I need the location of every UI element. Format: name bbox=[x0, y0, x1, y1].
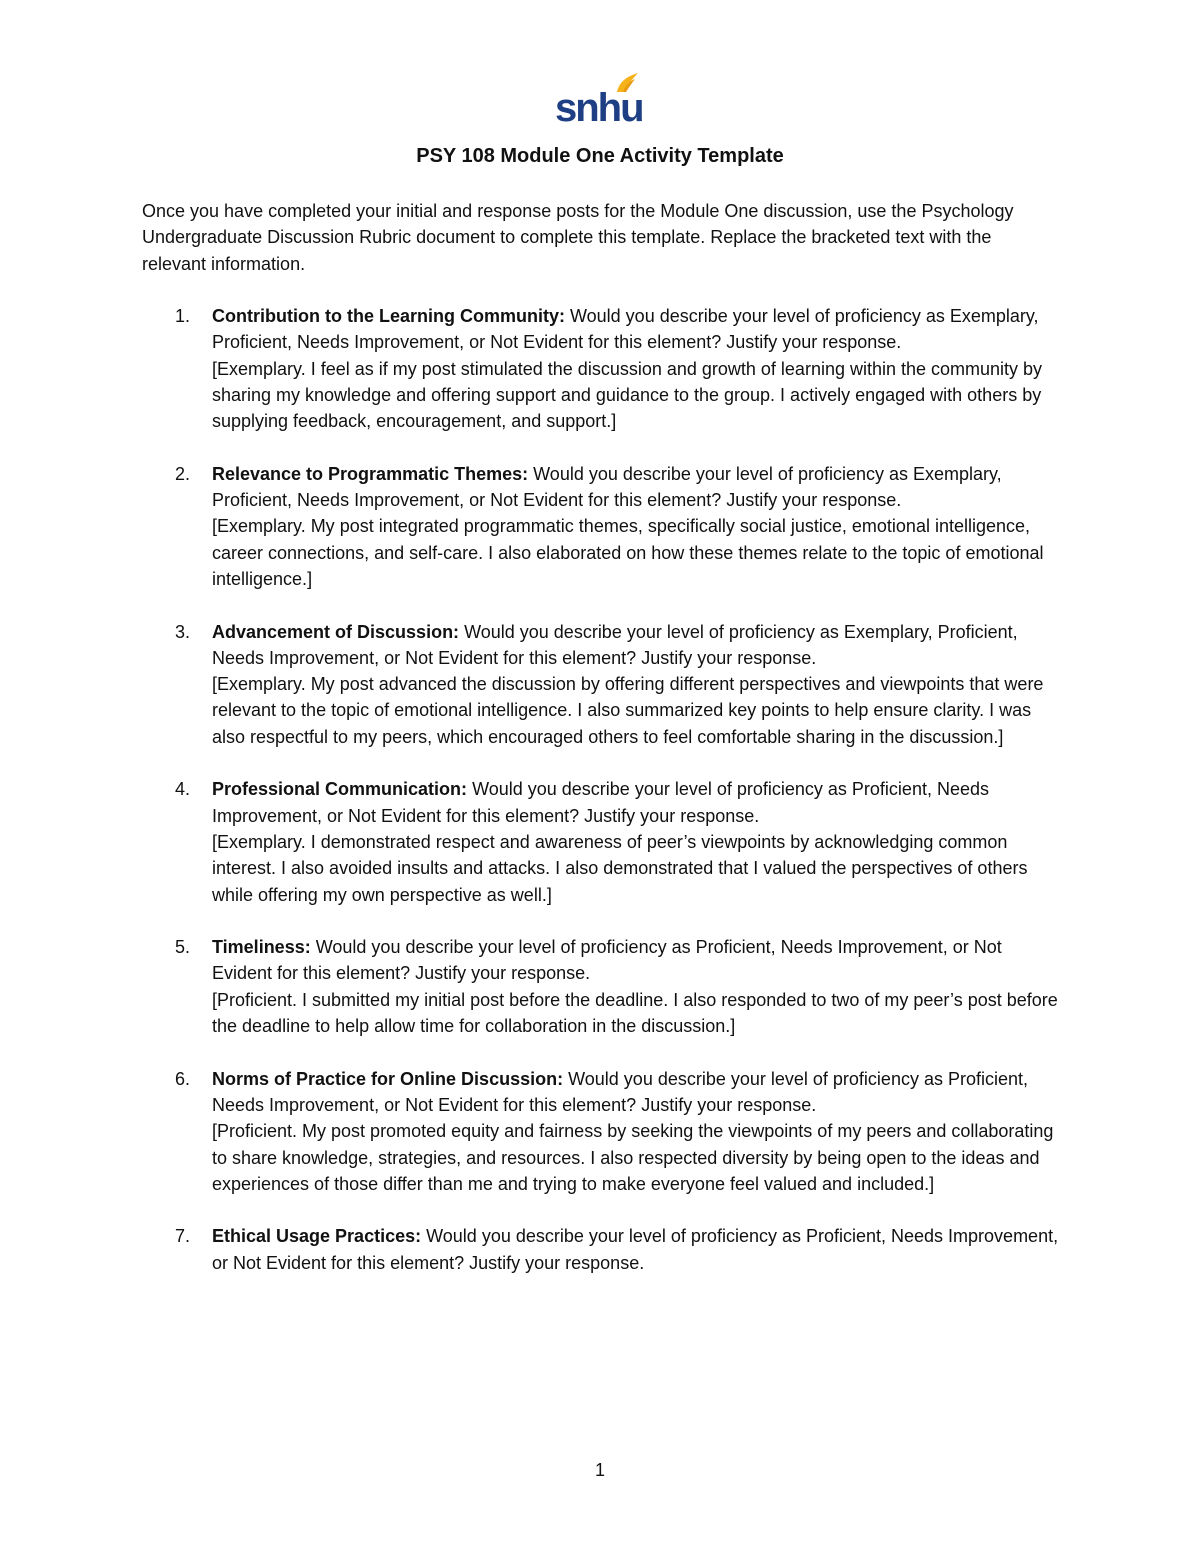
item-question: Would you describe your level of proficiency as Exemplary, Proficient, Needs Improvement, or Not Evident for this element? Justify your response. bbox=[212, 306, 1039, 353]
list-item bbox=[142, 619, 1062, 750]
item-answer: [Exemplary. I demonstrated respect and awareness of peer’s viewpoints by acknowledging common interest. I also avoided insults and attacks. I also demonstrated that I valued the perspectives of others while offering my own perspective as well.] bbox=[212, 831, 1028, 905]
item-question: Would you describe your level of proficiency as Proficient, Needs Improvement, or Not Evident for this element? Justify your response. bbox=[212, 1226, 1059, 1273]
document-title: PSY 108 Module One Activity Template bbox=[416, 145, 784, 167]
item-heading: Advancement of Discussion: bbox=[212, 621, 460, 642]
logo-wordmark: snhu bbox=[555, 86, 643, 130]
item-heading: Timeliness: bbox=[212, 937, 311, 958]
item-heading: Professional Communication: bbox=[212, 779, 468, 800]
item-number: 7. bbox=[175, 1226, 191, 1247]
item-number: 3. bbox=[175, 621, 191, 642]
item-question: Would you describe your level of proficiency as Proficient, Needs Improvement, or Not Evident for this element? Justify your response. bbox=[212, 1068, 1028, 1115]
item-question: Would you describe your level of proficiency as Exemplary, Proficient, Needs Improvement, or Not Evident for this element? Justify your response. bbox=[212, 621, 1018, 668]
item-question: Would you describe your level of proficiency as Exemplary, Proficient, Needs Improvement, or Not Evident for this element? Justify your response. bbox=[212, 463, 1002, 511]
item-answer: [Exemplary. My post integrated programmatic themes, specifically social justice, emotional intelligence, career connections, and self-care. I also elaborated on how these themes relate to the topic of emotional intelligence.] bbox=[212, 516, 1044, 589]
list-item bbox=[142, 1223, 1062, 1276]
item-heading: Relevance to Programmatic Themes: bbox=[212, 463, 529, 484]
item-answer: [Exemplary. My post advanced the discussion by offering different perspectives and viewpoints that were relevant to the topic of emotional intelligence. I also summarized key points to help ensure clarity. I was also respectful to my peers, which encouraged others to feel comfortable sharing in the discussion.] bbox=[212, 674, 1044, 747]
item-question: Would you describe your level of proficiency as Proficient, Needs Improvement, or Not Evident for this element? Justify your response. bbox=[212, 779, 989, 826]
page-number: 1 bbox=[594, 1460, 605, 1480]
list-item bbox=[142, 934, 1062, 1039]
rubric-list bbox=[142, 303, 1062, 1302]
snhu-logo bbox=[555, 72, 643, 132]
intro-paragraph: Once you have completed your initial and response posts for the Module One discussion, use the Psychology Undergraduate Discussion Rubric document to complete this template. Replace the bracketed text with the relevant information. bbox=[142, 201, 1014, 274]
item-answer: [Proficient. My post promoted equity and fairness by seeking the viewpoints of my peers and collaborating to share knowledge, strategies, and resources. I also respected diversity by being open to the ideas and experiences of those differ than me and trying to make everyone feel valued and included.] bbox=[212, 1121, 1054, 1194]
list-item bbox=[142, 303, 1062, 434]
list-item bbox=[142, 776, 1062, 907]
item-number: 5. bbox=[175, 937, 191, 958]
item-heading: Norms of Practice for Online Discussion: bbox=[212, 1068, 564, 1089]
item-number: 6. bbox=[175, 1068, 191, 1089]
item-question: Would you describe your level of proficiency as Proficient, Needs Improvement, or Not Evident for this element? Justify your response. bbox=[212, 937, 1002, 984]
item-heading: Ethical Usage Practices: bbox=[212, 1226, 422, 1247]
item-number: 2. bbox=[175, 463, 191, 484]
item-number: 1. bbox=[175, 306, 191, 326]
list-item bbox=[142, 461, 1062, 592]
item-heading: Contribution to the Learning Community: bbox=[212, 306, 565, 326]
item-answer: [Exemplary. I feel as if my post stimulated the discussion and growth of learning within the community by sharing my knowledge and offering support and guidance to the group. I actively engaged with others by supplying feedback, encouragement, and support.] bbox=[212, 358, 1043, 432]
item-answer: [Proficient. I submitted my initial post before the deadline. I also responded to two of my peer’s post before the deadline to help allow time for collaboration in the discussion.] bbox=[212, 989, 1058, 1037]
item-number: 4. bbox=[175, 779, 191, 800]
list-item bbox=[142, 1066, 1062, 1197]
